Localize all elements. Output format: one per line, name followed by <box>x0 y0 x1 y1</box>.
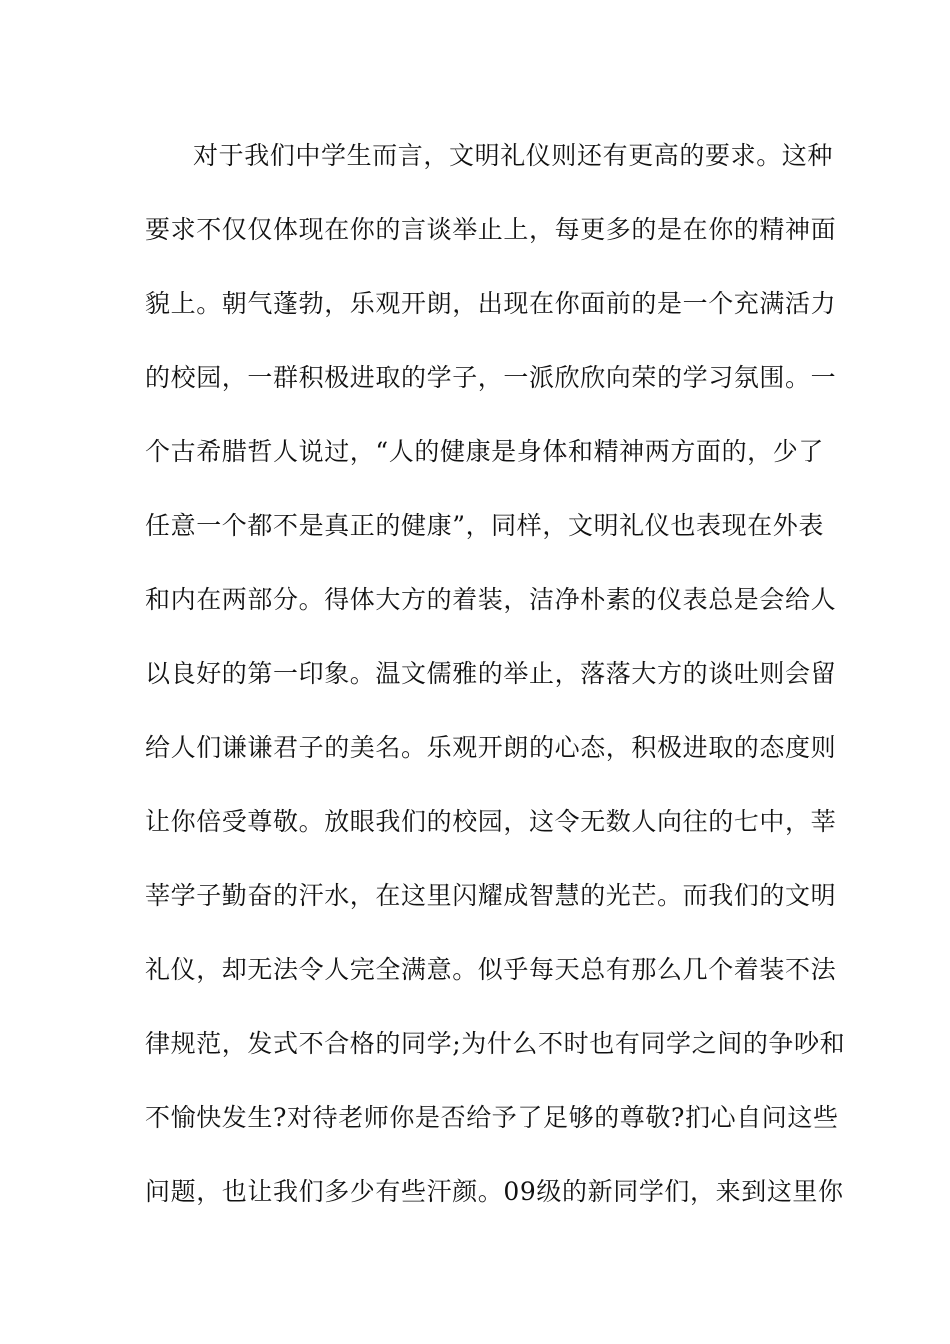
text-line: 以良好的第一印象。温文儒雅的举止，落落大方的谈吐则会留 <box>145 659 837 688</box>
text-line: 让你倍受尊敬。放眼我们的校园，这令无数人向往的七中，莘 <box>145 807 837 836</box>
text-line: 问题，也让我们多少有些汗颜。09级的新同学们，来到这里你 <box>145 1177 844 1206</box>
text-line: 对于我们中学生而言，文明礼仪则还有更高的要求。这种 <box>193 141 834 170</box>
text-line: 礼仪，却无法令人完全满意。似乎每天总有那么几个着装不法 <box>145 955 837 984</box>
text-line: 和内在两部分。得体大方的着装，洁净朴素的仪表总是会给人 <box>145 585 837 614</box>
text-line: 个古希腊哲人说过，“人的健康是身体和精神两方面的，少了 <box>145 437 824 466</box>
text-line: 的校园，一群积极进取的学子，一派欣欣向荣的学习氛围。一 <box>145 363 837 392</box>
text-line: 给人们谦谦君子的美名。乐观开朗的心态，积极进取的态度则 <box>145 733 837 762</box>
text-line: 律规范，发式不合格的同学;为什么不时也有同学之间的争吵和 <box>145 1029 846 1058</box>
text-line: 貌上。朝气蓬勃，乐观开朗，出现在你面前的是一个充满活力 <box>145 289 837 318</box>
text-line: 任意一个都不是真正的健康”，同样，文明礼仪也表现在外表 <box>145 511 824 540</box>
text-line: 要求不仅仅体现在你的言谈举止上，每更多的是在你的精神面 <box>145 215 837 244</box>
text-line: 不愉快发生?对待老师你是否给予了足够的尊敬?扪心自问这些 <box>145 1103 839 1132</box>
text-line: 莘学子勤奋的汗水，在这里闪耀成智慧的光芒。而我们的文明 <box>145 881 837 910</box>
